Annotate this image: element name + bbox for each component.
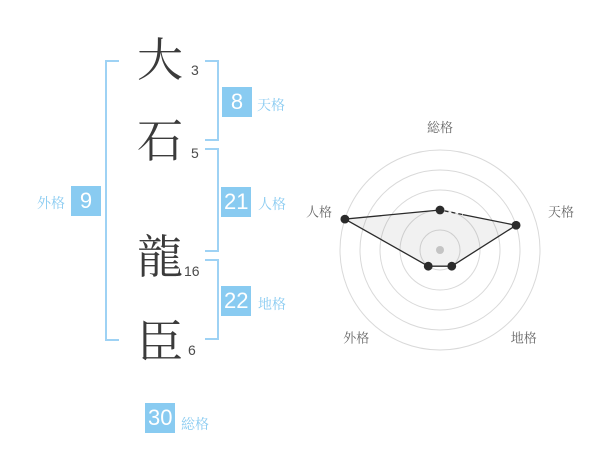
chikaku-value-badge: 22 bbox=[221, 286, 251, 316]
radar-axis-label: 総格 bbox=[426, 120, 454, 135]
name-character: 臣 bbox=[137, 316, 183, 368]
soukaku-value-badge: 30 bbox=[145, 403, 175, 433]
gokaku-radar-chart bbox=[290, 110, 590, 362]
radar-center-dot bbox=[436, 246, 444, 254]
tenkaku-label: 天格 bbox=[257, 97, 285, 113]
radar-data-point bbox=[340, 215, 349, 224]
gaikaku-value-badge: 9 bbox=[71, 186, 101, 216]
tenkaku-bracket bbox=[205, 60, 219, 141]
stroke-count: 5 bbox=[191, 145, 199, 161]
radar-axis-label: 地格 bbox=[510, 330, 537, 346]
radar-chart-svg bbox=[290, 110, 590, 362]
radar-axis-label: 人格 bbox=[305, 204, 332, 220]
stroke-count: 6 bbox=[188, 342, 196, 358]
radar-series-area bbox=[345, 210, 516, 266]
name-character: 石 bbox=[137, 115, 183, 167]
radar-axis-label: 天格 bbox=[548, 204, 575, 220]
stroke-count: 3 bbox=[191, 62, 199, 78]
radar-axis-label: 外格 bbox=[343, 330, 370, 346]
gaikaku-label: 外格 bbox=[37, 195, 65, 211]
jinkaku-bracket bbox=[205, 148, 219, 252]
tenkaku-value-badge: 8 bbox=[222, 87, 252, 117]
stroke-count: 16 bbox=[184, 263, 200, 279]
chikaku-bracket bbox=[205, 259, 219, 340]
radar-data-point bbox=[436, 206, 445, 215]
jinkaku-value-badge: 21 bbox=[221, 187, 251, 217]
name-character: 大 bbox=[137, 34, 183, 86]
radar-data-point bbox=[447, 262, 456, 271]
radar-data-point bbox=[512, 221, 521, 230]
soukaku-label: 総格 bbox=[181, 416, 209, 432]
radar-data-point bbox=[424, 262, 433, 271]
chikaku-label: 地格 bbox=[258, 296, 286, 312]
name-character: 龍 bbox=[137, 231, 183, 283]
jinkaku-label: 人格 bbox=[258, 196, 286, 212]
gaikaku-bracket bbox=[105, 60, 119, 341]
